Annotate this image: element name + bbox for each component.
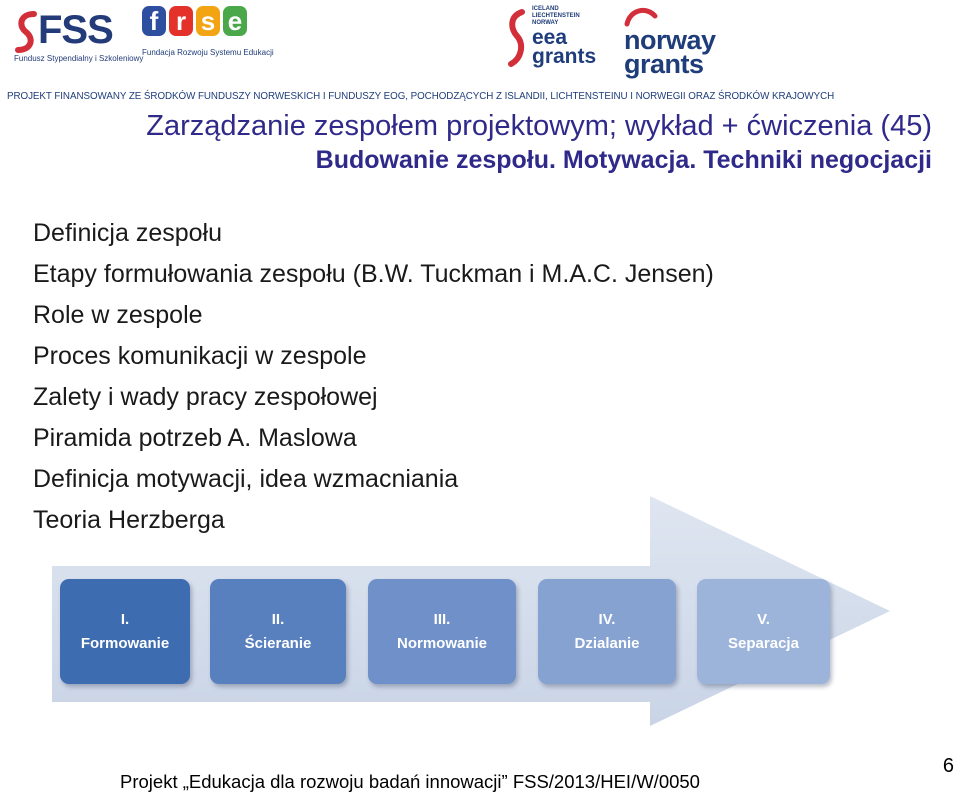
stage-name: Formowanie — [80, 634, 170, 652]
topic-item: Zalety i wady pracy zespołowej — [33, 383, 378, 411]
fss-logo — [14, 6, 144, 64]
norway-grants-word: norway grants — [624, 25, 716, 79]
topic-item: Role w zespole — [33, 301, 203, 329]
stage-box-formowanie — [60, 579, 190, 684]
frse-letter-s: s — [196, 6, 220, 36]
stage-box-normowanie — [368, 579, 516, 684]
fss-logo-subtitle: Fundusz Stypendialny i Szkoleniowy — [14, 54, 144, 63]
frse-letter-e: e — [223, 6, 247, 36]
project-funding-strip: PROJEKT FINANSOWANY ZE ŚRODKÓW FUNDUSZY NORWESKICH I FUNDUSZY EOG, POCHODZĄCYCH Z ISLANDII, LICHTENSTEINU I NORWEGII ORAZ ŚRODKÓW KRAJOWYCH — [7, 91, 835, 102]
stage-name: Separacja — [728, 634, 799, 652]
frse-logo — [142, 6, 274, 64]
stage-box-separacja — [697, 579, 830, 684]
fss-swirl-icon — [14, 10, 40, 54]
project-footer: Projekt „Edukacja dla rozwoju badań innowacji” FSS/2013/HEI/W/0050 — [120, 771, 700, 792]
frse-letter-r: r — [169, 6, 193, 36]
eea-grants-logo — [506, 4, 606, 76]
eea-countries: ICELAND LIECHTENSTEIN NORWAY — [532, 6, 580, 26]
stage-box-dzialanie — [538, 579, 676, 684]
frse-letter-f: f — [142, 6, 166, 36]
stage-number: I. — [120, 610, 130, 628]
lecture-subtitle: Budowanie zespołu. Motywacja. Techniki negocjacji — [315, 146, 932, 174]
frse-logo-word — [142, 6, 247, 36]
stage-number: IV. — [598, 610, 616, 628]
stage-number: III. — [433, 610, 451, 628]
eea-grants-word: eea grants — [532, 26, 597, 68]
stage-box-scieranie — [210, 579, 346, 684]
stage-name: Ścieranie — [244, 634, 312, 652]
course-title: Zarządzanie zespołem projektowym; wykład + ćwiczenia (45) — [146, 110, 932, 142]
stage-number: II. — [271, 610, 285, 628]
topic-item: Definicja zespołu — [33, 219, 222, 247]
eea-swirl-icon — [506, 8, 528, 68]
stage-name: Normowanie — [396, 634, 487, 652]
topic-item: Etapy formułowania zespołu (B.W. Tuckman i M.A.C. Jensen) — [33, 260, 714, 288]
topic-item: Proces komunikacji w zespole — [33, 342, 367, 370]
topic-item: Piramida potrzeb A. Maslowa — [33, 424, 357, 452]
topic-item: Definicja motywacji, idea wzmacniania — [33, 465, 459, 493]
topic-list — [33, 213, 714, 541]
norway-grants-logo — [622, 4, 732, 79]
stage-number: V. — [757, 610, 770, 628]
page-number: 6 — [942, 755, 954, 777]
team-stages-diagram — [0, 496, 960, 726]
frse-logo-subtitle: Fundacja Rozwoju Systemu Edukacji — [142, 48, 274, 57]
fss-logo-word: FSS — [38, 8, 113, 52]
stage-name: Dzialanie — [574, 634, 640, 652]
topic-item: Teoria Herzberga — [33, 506, 225, 534]
